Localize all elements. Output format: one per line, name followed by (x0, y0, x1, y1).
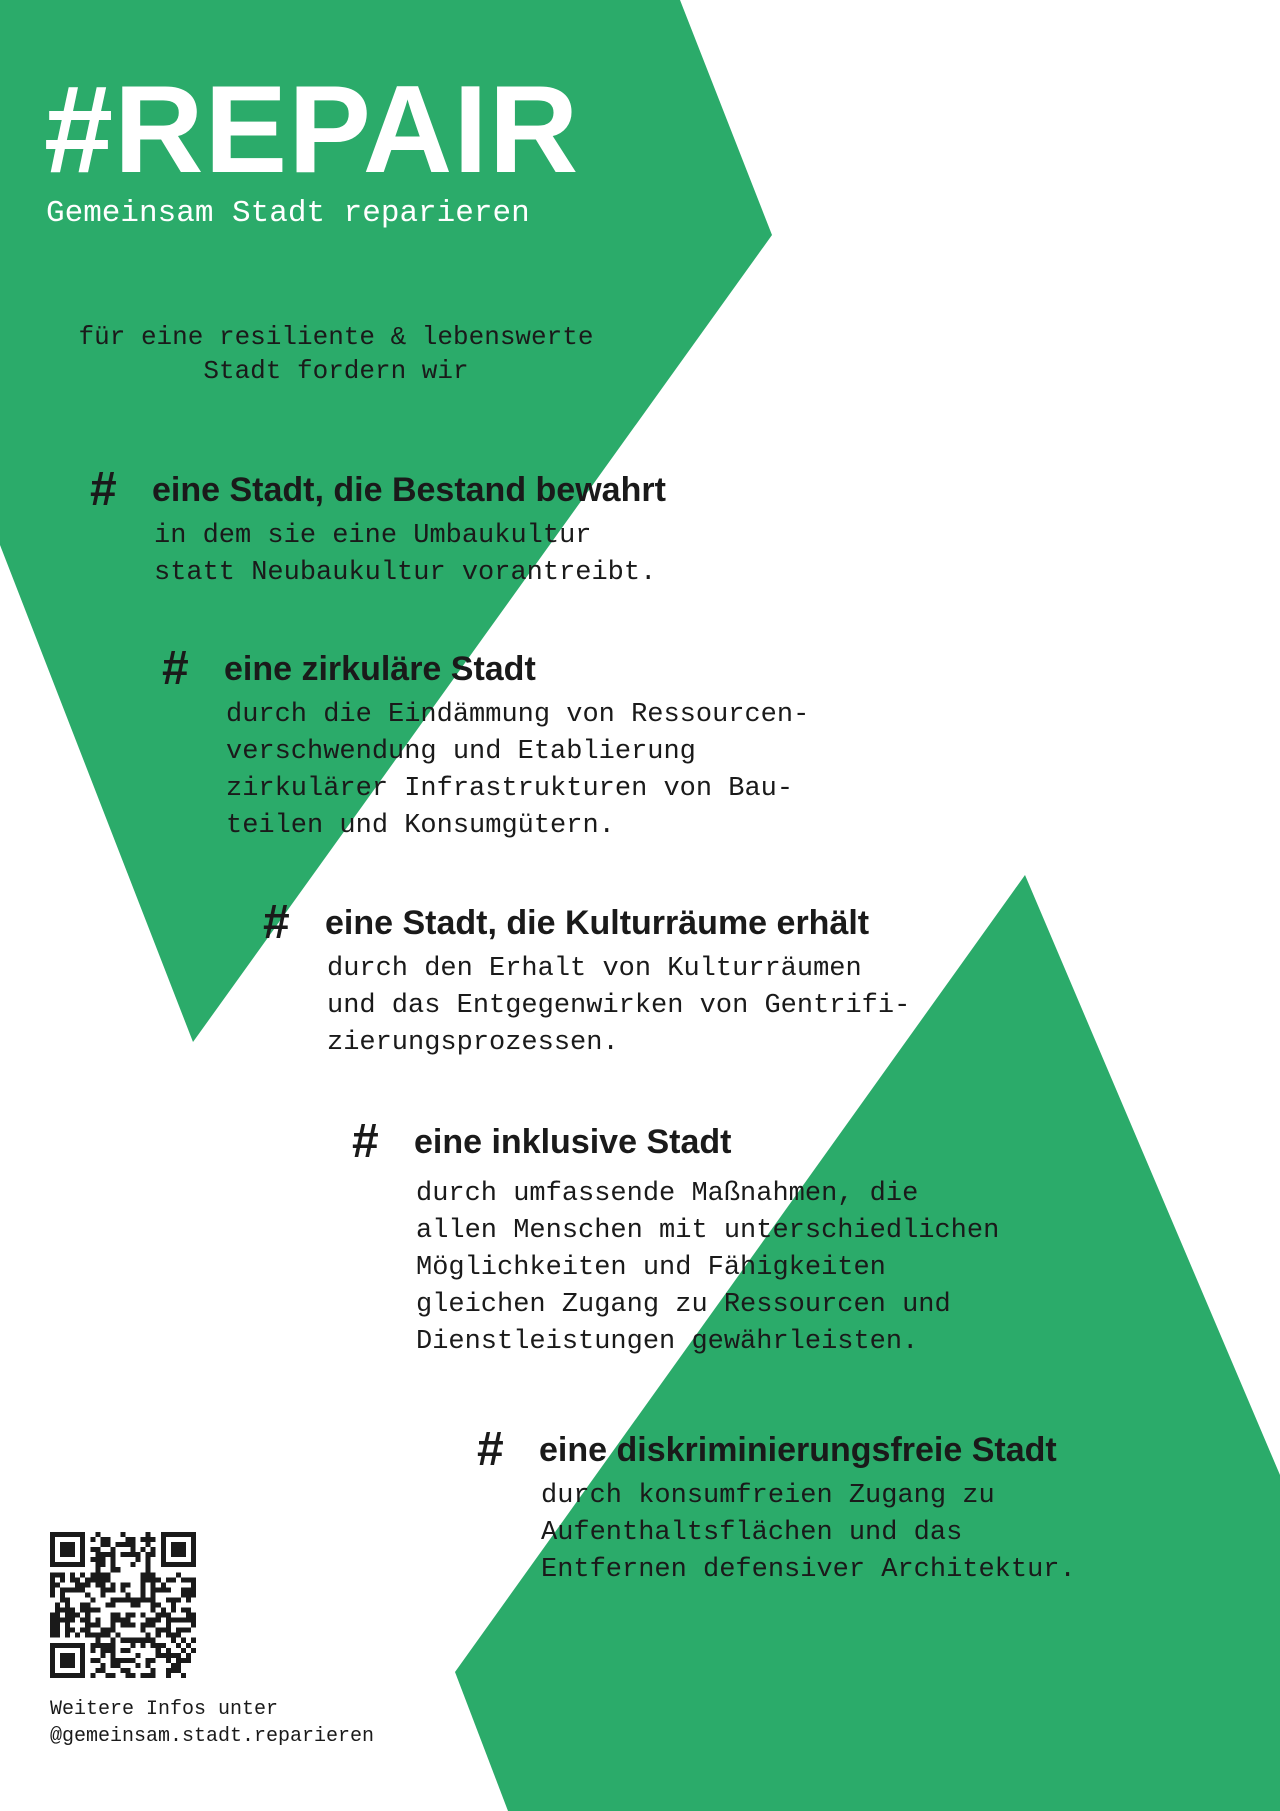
description-line: statt Neubaukultur vorantreibt. (154, 558, 657, 588)
description-line: durch umfassende Maßnahmen, die (416, 1179, 919, 1209)
demand-description (327, 951, 910, 1062)
demand-description (226, 697, 809, 845)
demand-heading: eine Stadt, die Bestand bewahrt (152, 471, 666, 509)
footer-handle: @gemeinsam.stadt.reparieren (50, 1725, 375, 1748)
intro-line: für eine resiliente & lebenswerte (78, 322, 594, 352)
demand-heading: eine inklusive Stadt (414, 1123, 732, 1161)
description-line: gleichen Zugang zu Ressourcen und (416, 1290, 951, 1320)
description-line: Dienstleistungen gewährleisten. (416, 1327, 919, 1357)
footer-line: Weitere Infos unter (50, 1698, 279, 1721)
demand-heading: eine zirkuläre Stadt (224, 650, 536, 688)
description-line: und das Entgegenwirken von Gentrifi- (327, 991, 911, 1021)
description-line: teilen und Konsumgütern. (226, 811, 615, 841)
hash-icon: # (352, 1115, 379, 1168)
demand-description (154, 518, 656, 592)
description-line: durch die Eindämmung von Ressourcen- (226, 700, 810, 730)
hash-icon: # (263, 896, 290, 949)
description-line: in dem sie eine Umbaukultur (154, 521, 592, 551)
hash-icon: # (90, 463, 117, 516)
page-subtitle: Gemeinsam Stadt reparieren (46, 196, 530, 231)
page-title: #REPAIR (44, 61, 580, 199)
hash-icon: # (477, 1423, 504, 1476)
description-line: verschwendung und Etablierung (226, 737, 696, 767)
footer-info (50, 1696, 374, 1750)
demand-heading: eine diskriminierungsfreie Stadt (539, 1431, 1057, 1469)
description-line: zierungsprozessen. (327, 1028, 619, 1058)
intro-text (36, 320, 636, 388)
intro-line: Stadt fordern wir (203, 356, 469, 386)
description-line: allen Menschen mit unterschiedlichen (416, 1216, 1000, 1246)
description-line: zirkulärer Infrastrukturen von Bau- (226, 774, 794, 804)
hash-icon: # (162, 642, 189, 695)
description-line: durch den Erhalt von Kulturräumen (327, 954, 862, 984)
demand-description (416, 1176, 999, 1361)
description-line: Möglichkeiten und Fähigkeiten (416, 1253, 886, 1283)
description-line: Aufenthaltsflächen und das (541, 1518, 963, 1548)
description-line: durch konsumfreien Zugang zu (541, 1481, 995, 1511)
demand-heading: eine Stadt, die Kulturräume erhält (325, 904, 870, 942)
qr-code-icon (50, 1532, 196, 1678)
description-line: Entfernen defensiver Architektur. (541, 1555, 1076, 1585)
demand-description (541, 1478, 1076, 1589)
